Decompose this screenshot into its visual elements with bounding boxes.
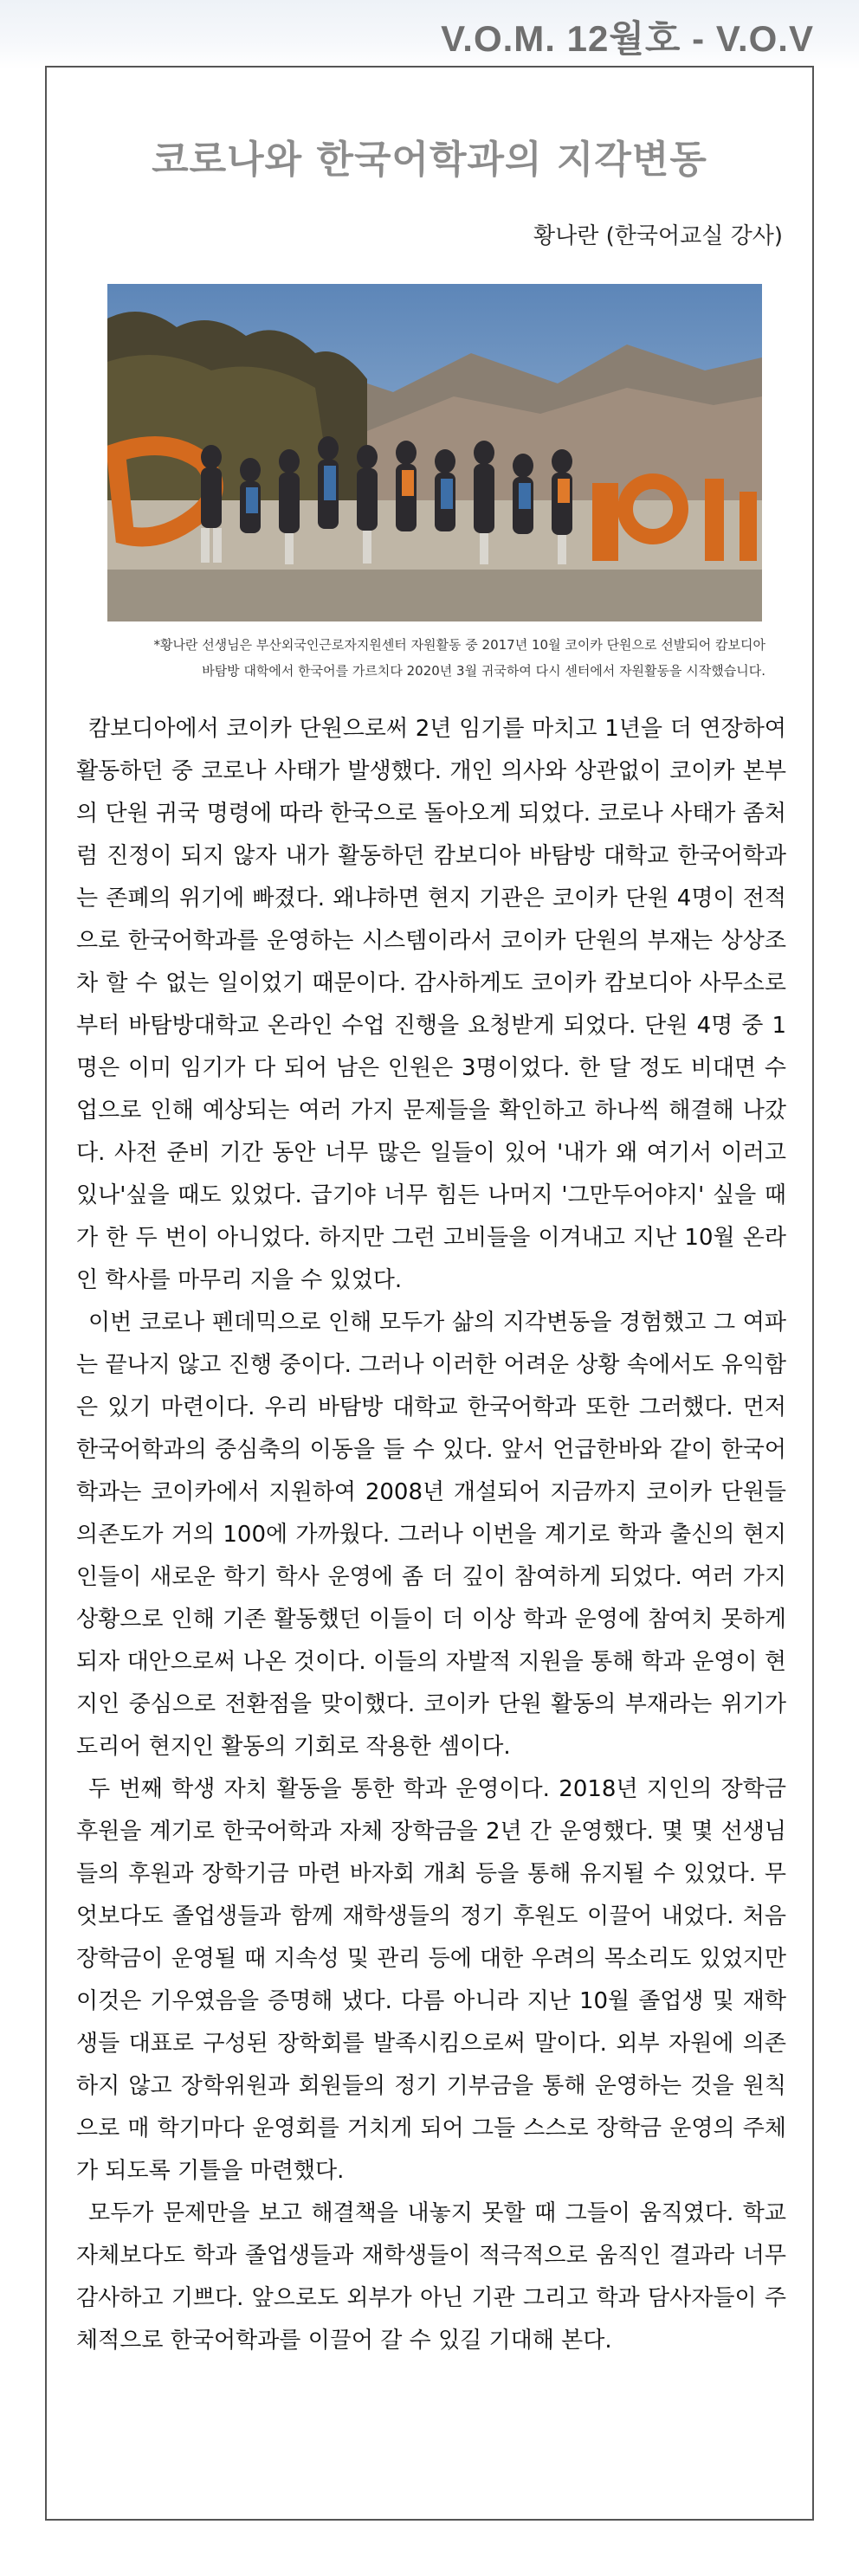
caption-line: *황나란 선생님은 부산외국인근로자지원센터 자원활동 중 2017년 10월 코이카 단원으로 선발되어 캄보디아 [153, 637, 765, 653]
body-paragraph: 캄보디아에서 코이카 단원으로써 2년 임기를 마치고 1년을 더 연장하여 활동하던 중 코로나 사태가 발생했다. 개인 의사와 상관없이 코이카 본부의 단원 귀국 명령에 따라 한국으로 돌아오게 되었다. 코로나 사태가 좀처럼 진정이 되지 않자 내가 활동하던 캄보디아 바탐방 대학교 한국어학과는 존폐의 위기에 빠졌다. 왜냐하면 현지 기관은 코이카 단원 4명이 전적으로 한국어학과를 운영하는 시스템이라서 코이카 단원의 부재는 상상조차 할 수 없는 일이었기 때문이다. 감사하게도 코이카 캄보디아 사무소로부터 바탐방대학교 온라인 수업 진행을 요청받게 되었다. 단원 4명 중 1명은 이미 임기가 다 되어 남은 인원은 3명이었다. 한 달 정도 비대면 수업으로 인해 예상되는 여러 가지 문제들을 확인하고 하나씩 해결해 나갔다. 사전 준비 기간 동안 너무 많은 일들이 있어 '내가 왜 여기서 이러고 있나'싶을 때도 있었다. 급기야 너무 힘든 나머지 '그만두어야지' 싶을 때가 한 두 번이 아니었다. 하지만 그런 고비들을 이겨내고 지난 10월 온라인 학사를 마무리 지을 수 있었다. [76, 716, 786, 1293]
group-photo [107, 284, 762, 621]
article-frame [45, 66, 814, 2521]
article-title: 코로나와 한국어학과의 지각변동 [152, 138, 707, 182]
article-body [76, 708, 786, 2362]
author-byline: 황나란 (한국어교실 강사) [533, 223, 783, 249]
body-paragraph: 모두가 문제만을 보고 해결책을 내놓지 못할 때 그들이 움직였다. 학교 자체보다도 학과 졸업생들과 재학생들이 적극적으로 움직인 결과라 너무 감사하고 기쁘다. 앞으로도 외부가 아닌 기관 그리고 학과 담사자들이 주체적으로 한국어학과를 이끌어 갈 수 있길 기대해 본다. [76, 2200, 786, 2354]
body-paragraph: 이번 코로나 펜데믹으로 인해 모두가 삶의 지각변동을 경험했고 그 여파는 끝나지 않고 진행 중이다. 그러나 이러한 어려운 상황 속에서도 유익함은 있기 마련이다. 우리 바탐방 대학교 한국어학과 또한 그러했다. 먼저 한국어학과의 중심축의 이동을 들 수 있다. 앞서 언급한바와 같이 한국어학과는 코이카에서 지원하여 2008년 개설되어 지금까지 코이카 단원들 의존도가 거의 100에 가까웠다. 그러나 이번을 계기로 학과 출신의 현지인들이 새로운 학기 학사 운영에 좀 더 깊이 참여하게 되었다. 여러 가지 상황으로 인해 기존 활동했던 이들이 더 이상 학과 운영에 참여치 못하게 되자 대안으로써 나온 것이다. 이들의 자발적 지원을 통해 학과 운영이 현지인 중심으로 전환점을 맞이했다. 코이카 단원 활동의 부재라는 위기가 도리어 현지인 활동의 기회로 작용한 셈이다. [76, 1310, 786, 1760]
body-paragraph: 두 번째 학생 자치 활동을 통한 학과 운영이다. 2018년 지인의 장학금 후원을 계기로 한국어학과 자체 장학금을 2년 간 운영했다. 몇 몇 선생님들의 후원과 장학기금 마련 바자회 개최 등을 통해 유지될 수 있었다. 무엇보다도 졸업생들과 함께 재학생들의 정기 후원도 이끌어 내었다. 처음 장학금이 운영될 때 지속성 및 관리 등에 대한 우려의 목소리도 있었지만 이것은 기우였음을 증명해 냈다. 다름 아니라 지난 10월 졸업생 및 재학생들 대표로 구성된 장학회를 발족시킴으로써 말이다. 외부 자원에 의존하지 않고 장학위원과 회원들의 정기 기부금을 통해 운영하는 것을 원칙으로 매 학기마다 운영회를 거치게 되어 그들 스스로 장학금 운영의 주체가 되도록 기틀을 마련했다. [76, 1776, 786, 2184]
magazine-header: V.O.M. 12월호 - V.O.V [441, 18, 814, 59]
photo-caption [107, 632, 765, 684]
caption-line: 바탐방 대학에서 한국어를 가르치다 2020년 3월 귀국하여 다시 센터에서 자원활동을 시작했습니다. [202, 663, 765, 679]
